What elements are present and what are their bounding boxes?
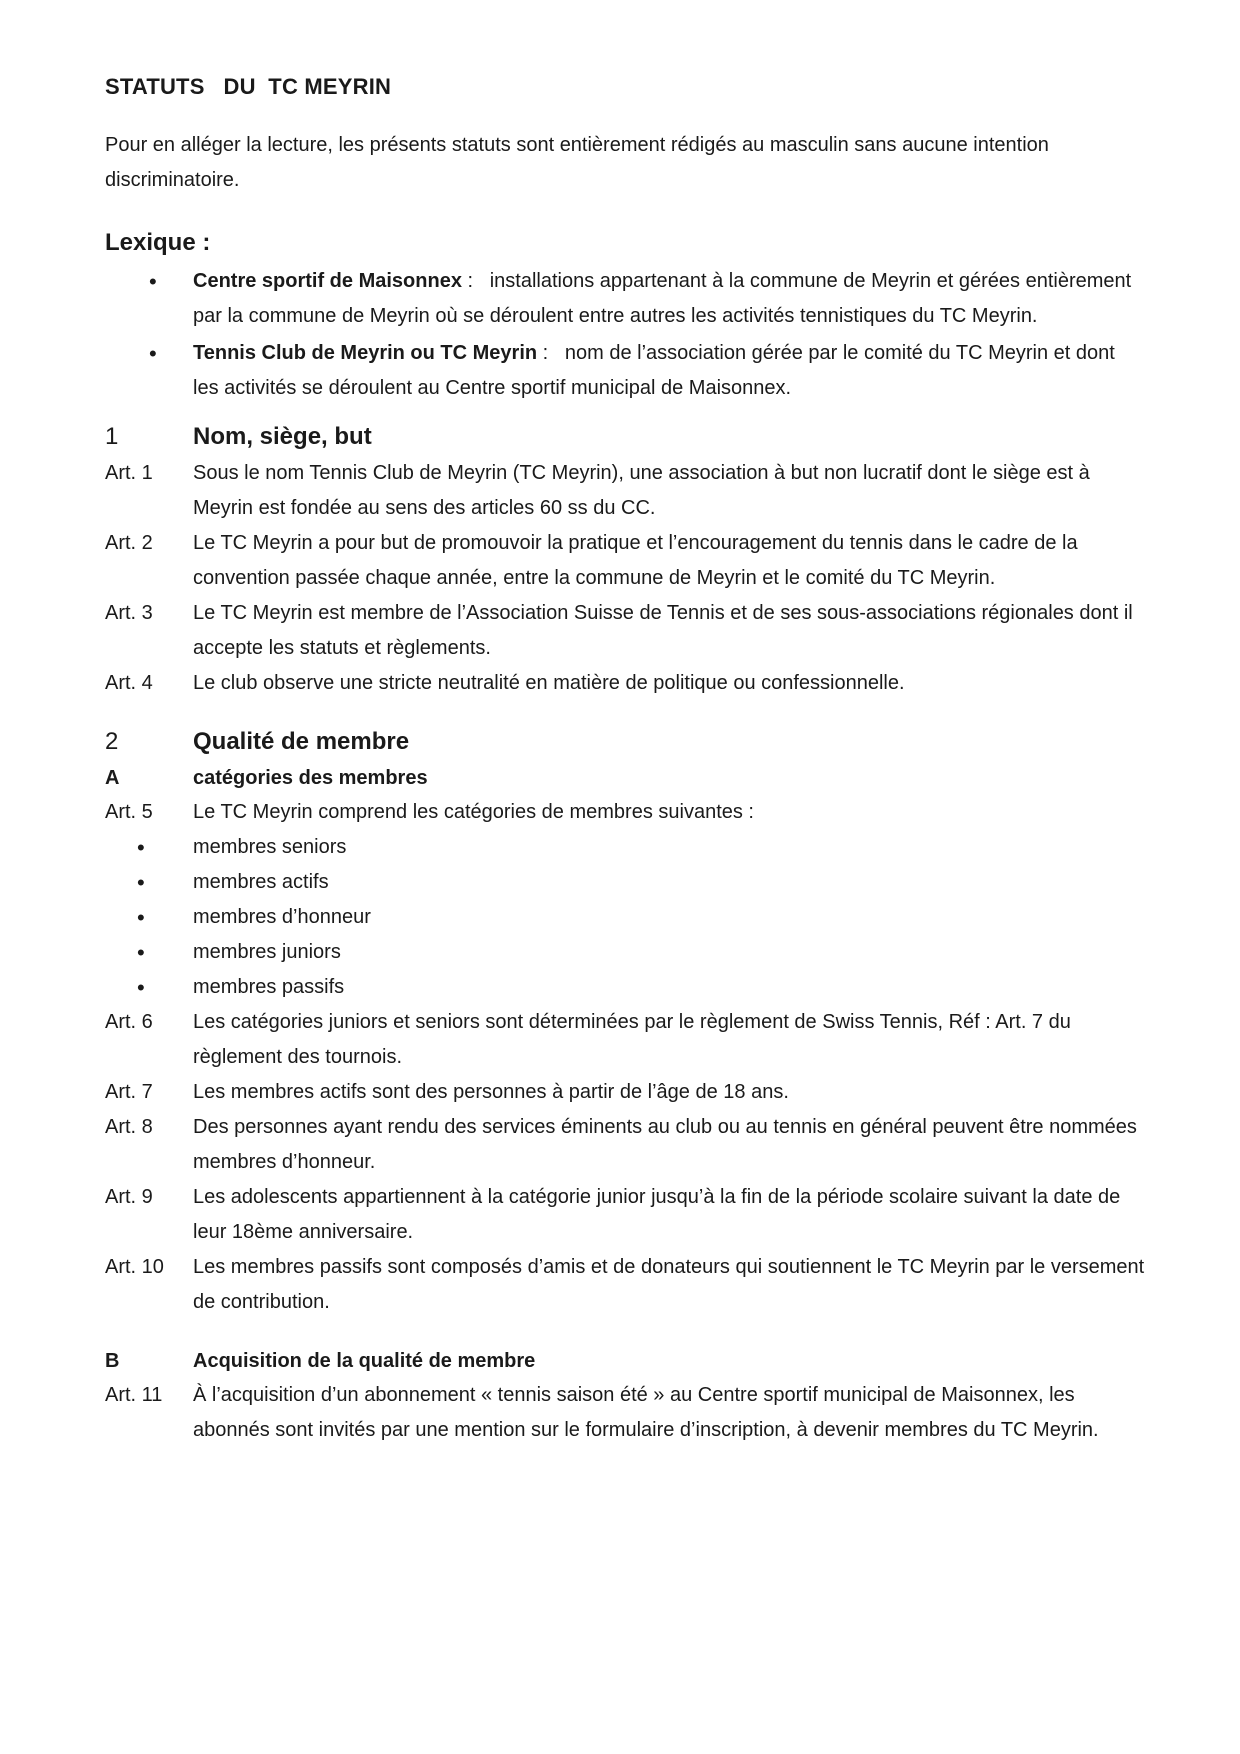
list-item <box>105 865 1145 900</box>
category-label: membres passifs <box>193 976 345 998</box>
lexique-term: Centre sportif de Maisonnex <box>193 270 462 292</box>
article-text: Les membres passifs sont composés d’amis et de donateurs qui soutiennent le TC Meyrin par le versement de contribution. <box>193 1256 1145 1313</box>
lexique-list <box>105 264 1145 406</box>
intro-paragraph: Pour en alléger la lecture, les présents statuts sont entièrement rédigés au masculin sans aucune intention discriminatoire. <box>105 134 1049 191</box>
article-number: Art. 8 <box>105 1116 153 1138</box>
list-item <box>105 900 1145 935</box>
list-item <box>105 830 1145 865</box>
article <box>105 1378 1145 1448</box>
document-page <box>105 72 1145 1448</box>
article-number: Art. 3 <box>105 602 153 624</box>
lexique-item <box>105 264 1145 334</box>
article-text: Le club observe une stricte neutralité en matière de politique ou confessionnelle. <box>193 672 905 694</box>
article <box>105 456 1145 526</box>
lexique-heading: Lexique : <box>105 229 211 256</box>
article <box>105 666 1145 701</box>
subsection-b-heading <box>105 1344 1145 1378</box>
article <box>105 1250 1145 1320</box>
article-text: À l’acquisition d’un abonnement « tennis saison été » au Centre sportif municipal de Maisonnex, les abonnés sont invités par une mention sur le formulaire d’inscription, à devenir membres du TC Meyrin. <box>193 1384 1099 1441</box>
section-2-heading <box>105 725 1145 759</box>
bullet-icon: • <box>137 835 145 860</box>
article <box>105 1075 1145 1110</box>
lexique-definition: installations appartenant à la commune de Meyrin et gérées entièrement par la commune de Meyrin où se déroulent entre autres les activités tennistiques du TC Meyrin. <box>193 270 1132 327</box>
subsection-title: Acquisition de la qualité de membre <box>193 1350 536 1372</box>
article <box>105 596 1145 666</box>
subsection-letter: A <box>105 767 120 789</box>
lexique-definition: nom de l’association gérée par le comité du TC Meyrin et dont les activités se déroulent au Centre sportif municipal de Maisonnex. <box>193 342 1115 399</box>
article-number: Art. 6 <box>105 1011 153 1033</box>
bullet-icon: • <box>137 975 145 1000</box>
category-label: membres seniors <box>193 836 347 858</box>
article-text: Le TC Meyrin a pour but de promouvoir la pratique et l’encouragement du tennis dans le cadre de la convention passée chaque année, entre la commune de Meyrin et le comité du TC Meyrin. <box>193 532 1078 589</box>
section-number: 2 <box>105 728 119 755</box>
lexique-separator: : <box>537 342 565 364</box>
article <box>105 526 1145 596</box>
article-number: Art. 7 <box>105 1081 153 1103</box>
article-text: Les membres actifs sont des personnes à partir de l’âge de 18 ans. <box>193 1081 789 1103</box>
article-text: Sous le nom Tennis Club de Meyrin (TC Meyrin), une association à but non lucratif dont le siège est à Meyrin est fondée au sens des articles 60 ss du CC. <box>193 462 1090 519</box>
article-text: Des personnes ayant rendu des services éminents au club ou au tennis en général peuvent être nommées membres d’honneur. <box>193 1116 1137 1173</box>
bullet-icon: • <box>137 905 145 930</box>
article-text: Le TC Meyrin est membre de l’Association Suisse de Tennis et de ses sous-associations régionales dont il accepte les statuts et règlements. <box>193 602 1133 659</box>
article-number: Art. 11 <box>105 1384 163 1406</box>
lexique-section <box>105 226 1145 406</box>
subsection-a-heading <box>105 761 1145 795</box>
article-number: Art. 5 <box>105 801 153 823</box>
article <box>105 1005 1145 1075</box>
subsection-title: catégories des membres <box>193 767 428 789</box>
spacer <box>105 1320 1145 1344</box>
article <box>105 1110 1145 1180</box>
category-label: membres juniors <box>193 941 341 963</box>
spacer <box>105 701 1145 725</box>
section-title: Nom, siège, but <box>193 423 372 450</box>
bullet-icon: • <box>149 269 157 294</box>
bullet-icon: • <box>137 870 145 895</box>
lexique-term: Tennis Club de Meyrin ou TC Meyrin <box>193 342 538 364</box>
subsection-letter: B <box>105 1350 120 1372</box>
article-number: Art. 4 <box>105 672 153 694</box>
bullet-icon: • <box>137 940 145 965</box>
list-item <box>105 935 1145 970</box>
article-text: Les catégories juniors et seniors sont déterminées par le règlement de Swiss Tennis, Réf : Art. 7 du règlement des tournois. <box>193 1011 1071 1068</box>
list-item <box>105 970 1145 1005</box>
category-label: membres d’honneur <box>193 906 371 928</box>
article-number: Art. 10 <box>105 1256 164 1278</box>
section-title: Qualité de membre <box>193 728 410 755</box>
lexique-separator: : <box>461 270 490 292</box>
article <box>105 795 1145 830</box>
article <box>105 1180 1145 1250</box>
section-1-heading <box>105 420 1145 454</box>
article-number: Art. 1 <box>105 462 153 484</box>
article-number: Art. 9 <box>105 1186 153 1208</box>
document-title: STATUTS DU TC MEYRIN <box>105 74 392 99</box>
section-number: 1 <box>105 423 119 450</box>
article-number: Art. 2 <box>105 532 153 554</box>
article-text: Les adolescents appartiennent à la catégorie junior jusqu’à la fin de la période scolaire suivant la date de leur 18ème anniversaire. <box>193 1186 1121 1243</box>
category-label: membres actifs <box>193 871 329 893</box>
article-text: Le TC Meyrin comprend les catégories de membres suivantes : <box>193 801 754 823</box>
member-categories-list <box>105 830 1145 1005</box>
lexique-item <box>105 336 1145 406</box>
bullet-icon: • <box>149 341 157 366</box>
